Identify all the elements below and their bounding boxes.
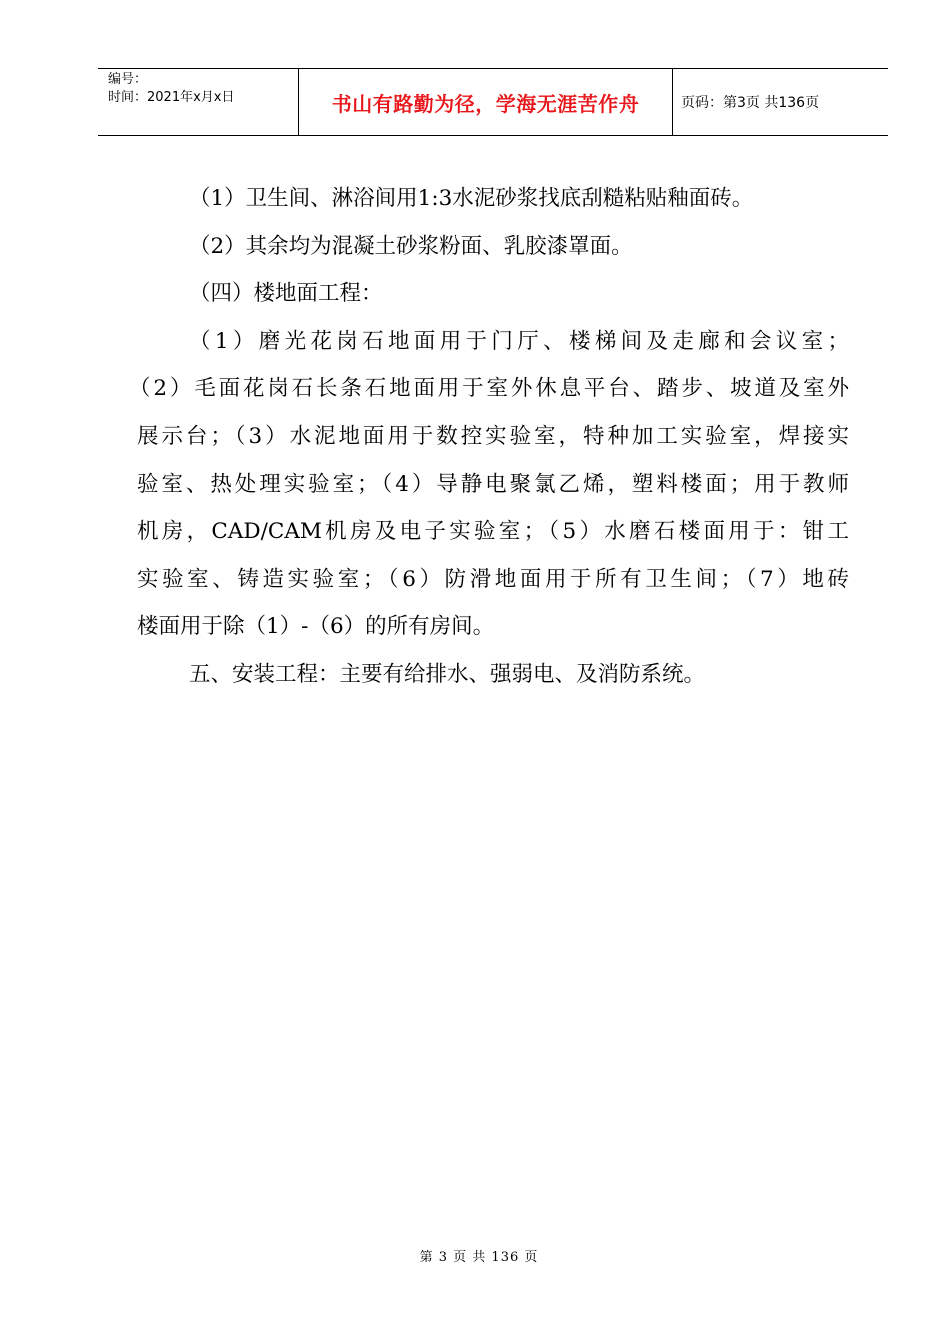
header-meta — [98, 69, 299, 135]
body-line-3: （1）磨光花岗石地面用于门厅、楼梯间及走廊和会议室； — [189, 328, 849, 354]
paragraph-line-3: 验室、热处理实验室；（4）导静电聚氯乙烯，塑料楼面；用于教师 — [137, 471, 849, 497]
paragraph-line-2: 展示台；（3）水泥地面用于数控实验室，特种加工实验室，焊接实 — [137, 423, 849, 449]
header-motto — [299, 69, 673, 135]
paragraph-line-5: 实验室、铸造实验室；（6）防滑地面用于所有卫生间；（7）地砖 — [137, 566, 849, 592]
paragraph-line-6: 楼面用于除（1）-（6）的所有房间。 — [137, 614, 495, 640]
code-label: 编号： — [108, 72, 148, 87]
body-line-1: （1）卫生间、淋浴间用1:3水泥砂浆找底刮糙粘贴釉面砖。 — [189, 186, 754, 211]
body-heading-4: （四）楼地面工程： — [189, 281, 383, 307]
body-heading-5: 五、安装工程：主要有给排水、强弱电、及消防系统。 — [189, 661, 706, 687]
time-label: 时间：2021年x月x日 — [108, 90, 235, 105]
page-header — [98, 68, 888, 136]
body-line-2: （2）其余均为混凝土砂浆粉面、乳胶漆罩面。 — [189, 233, 633, 259]
motto-text: 书山有路勤为径，学海无涯苦作舟 — [331, 91, 640, 116]
footer-page-number: 第 3 页 共 136 页 — [419, 1250, 539, 1265]
page-info-text: 页码：第3页 共136页 — [681, 95, 820, 111]
paragraph-line-1: （2）毛面花岗石长条石地面用于室外休息平台、踏步、坡道及室外 — [129, 376, 849, 402]
paragraph-line-4: 机房，CAD/CAM机房及电子实验室；（5）水磨石楼面用于：钳工 — [137, 519, 849, 545]
document-body — [129, 175, 849, 699]
header-page-info — [673, 69, 888, 135]
page-footer — [0, 1246, 950, 1265]
